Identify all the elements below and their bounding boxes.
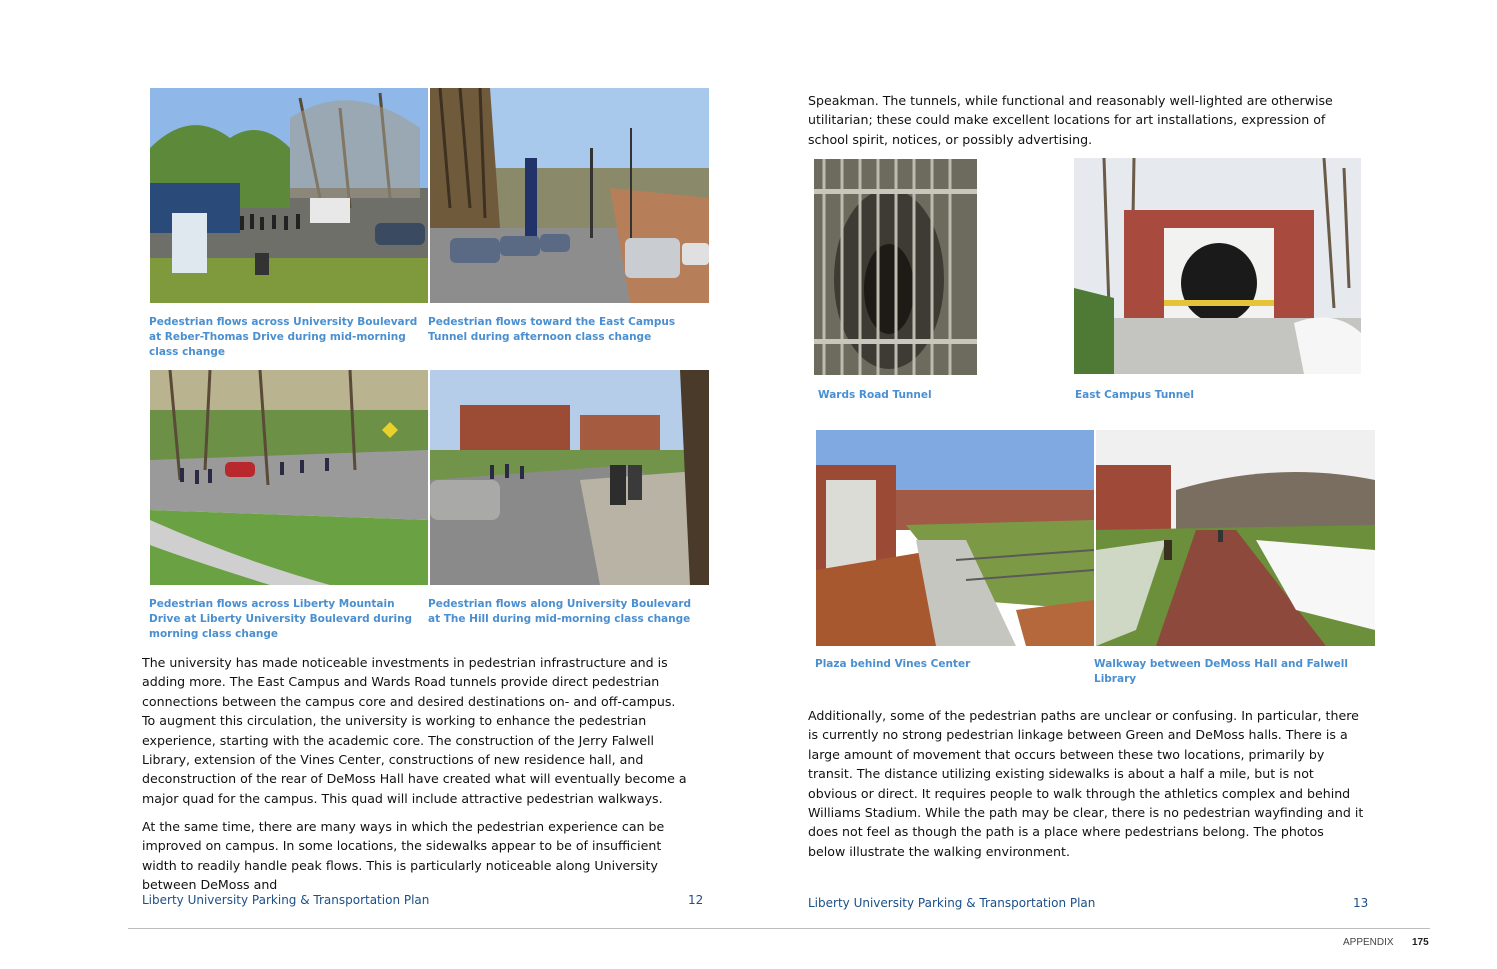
- photo-university-blvd-reber-thomas: [150, 88, 428, 303]
- photo-university-blvd-the-hill: [430, 370, 709, 585]
- right-footer-title: Liberty University Parking & Transportation Plan: [808, 896, 1096, 910]
- right-paragraph-bottom: Additionally, some of the pedestrian paths are unclear or confusing. In particular, there is currently no strong pedestrian linkage between Green and DeMoss halls. There is a large amount of movement that occurs between these two locations, primarily by transit. The distance utilizing existing sidewalks is about a half a mile, but is not obvious or direct. It requires people to walk through the athletics complex and behind Williams Stadium. While the path may be clear, there is no pedestrian wayfinding and it does not feel as though the path is a place where pedestrians belong. The photos below illustrate the walking environment.: [808, 708, 1364, 859]
- caption-east-campus-tunnel: East Campus Tunnel: [1075, 389, 1194, 401]
- photo-walkway-demoss-falwell: [1096, 430, 1375, 646]
- caption-walkway-demoss-falwell: Walkway between DeMoss Hall and Falwell Library: [1094, 658, 1348, 685]
- appendix-label: APPENDIX: [1343, 937, 1394, 948]
- caption-university-blvd-the-hill: Pedestrian flows along University Boulevard at The Hill during mid-morning class change: [428, 598, 692, 625]
- photo-liberty-mountain-drive: [150, 370, 428, 585]
- caption-university-blvd-reber-thomas: Pedestrian flows across University Boulevard at Reber-Thomas Drive during mid-morning class change: [149, 316, 418, 358]
- left-paragraph-2: At the same time, there are many ways in which the pedestrian experience can be improved on campus. In some locations, the sidewalks appear to be of insufficient width to readily handle peak flows. This is particularly noticeable along University between DeMoss and: [142, 819, 665, 893]
- photo-toward-east-campus-tunnel: [430, 88, 709, 303]
- caption-liberty-mountain-drive: Pedestrian flows across Liberty Mountain Drive at Liberty University Boulevard during morning class change: [149, 598, 413, 640]
- photo-plaza-behind-vines-center: [816, 430, 1094, 646]
- left-footer-title: Liberty University Parking & Transportation Plan: [142, 893, 430, 907]
- left-paragraph-1: The university has made noticeable investments in pedestrian infrastructure and is adding more. The East Campus and Wards Road tunnels provide direct pedestrian connections between the campus core and desired destinations on- and off-campus. To augment this circulation, the university is working to enhance the pedestrian experience, starting with the academic core. The construction of the Jerry Falwell Library, extension of the Vines Center, constructions of new residence hall, and deconstruction of the rear of DeMoss Hall have created what will eventually become a major quad for the campus. This quad will include attractive pedestrian walkways.: [142, 655, 687, 806]
- caption-wards-road-tunnel: Wards Road Tunnel: [818, 389, 932, 401]
- caption-plaza-behind-vines-center: Plaza behind Vines Center: [815, 658, 971, 670]
- right-paragraph-top: Speakman. The tunnels, while functional and reasonably well-lighted are otherwise utilitarian; these could make excellent locations for art installations, expression of school spirit, notices, or possibly advertising.: [808, 93, 1333, 147]
- caption-toward-east-campus-tunnel: Pedestrian flows toward the East Campus Tunnel during afternoon class change: [428, 316, 676, 343]
- left-page-number: 12: [688, 893, 704, 907]
- appendix-page-number: 175: [1412, 937, 1429, 948]
- photo-wards-road-tunnel: [814, 159, 977, 375]
- right-page-number: 13: [1353, 896, 1369, 910]
- photo-east-campus-tunnel: [1074, 158, 1361, 374]
- page-divider: [128, 928, 1430, 929]
